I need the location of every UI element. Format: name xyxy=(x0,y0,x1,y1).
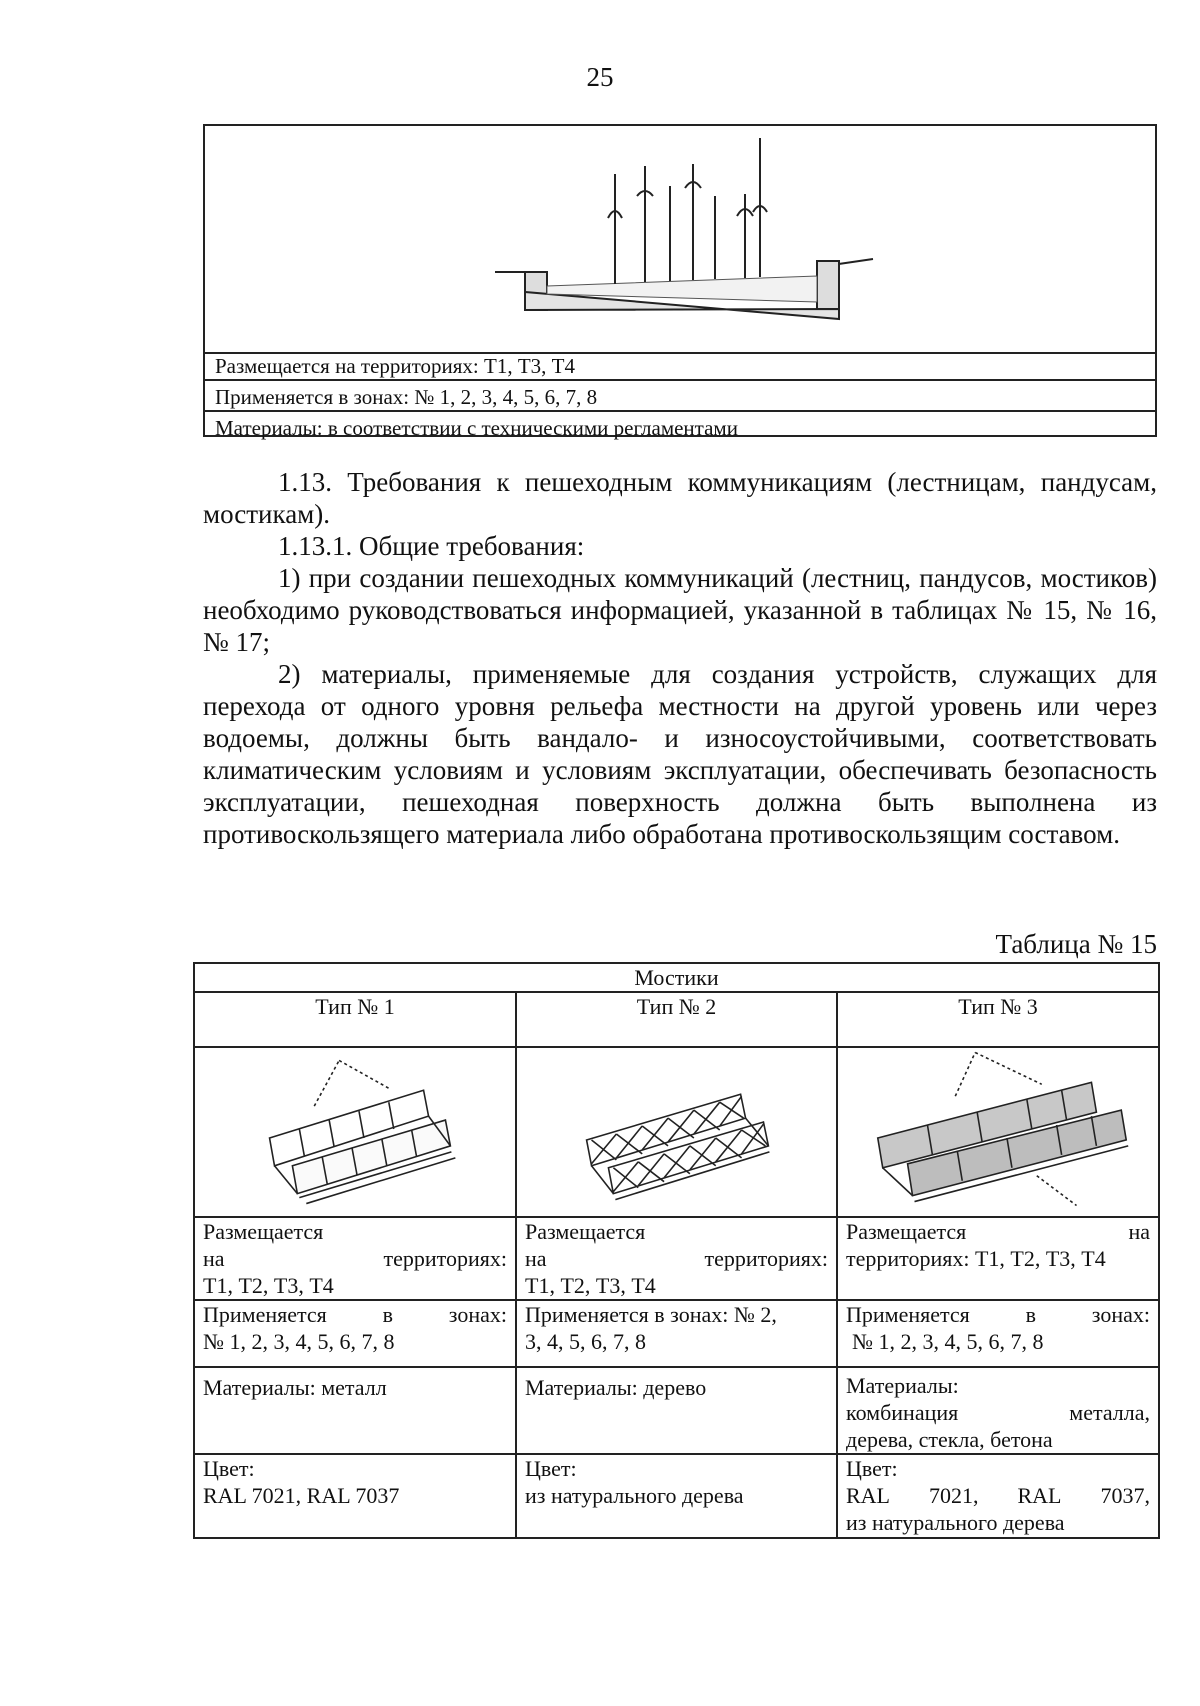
type-3-header: Тип № 3 xyxy=(837,992,1159,1047)
bridge-type-3-illustration xyxy=(838,1048,1158,1216)
type-1-color: Цвет: RAL 7021, RAL 7037 xyxy=(194,1454,516,1538)
type-2-color: Цвет: из натурального дерева xyxy=(516,1454,837,1538)
materials-row: Материалы: в соответствии с техническими регламентами xyxy=(215,416,738,440)
table-caption: Таблица № 15 xyxy=(995,929,1157,959)
type-2-zones: Применяется в зонах: № 2, 3, 4, 5, 6, 7, 8 xyxy=(516,1300,837,1367)
section-heading-line1: 1.13. Требования к пешеходным коммуникациям (лестницам, пандусам, xyxy=(278,467,1157,497)
planter-table xyxy=(203,124,1157,440)
type-3-materials: Материалы: комбинация металла, дерева, стекла, бетона xyxy=(837,1367,1159,1454)
type-1-image xyxy=(194,1047,516,1217)
type-1-placement: Размещается на территориях: Т1, Т2, Т3, Т4 xyxy=(194,1217,516,1300)
bridge-type-1-illustration xyxy=(195,1048,515,1216)
type-2-placement: Размещается на территориях: Т1, Т2, Т3, Т4 xyxy=(516,1217,837,1300)
section-heading-line2: мостикам). xyxy=(203,499,331,529)
type-2-image xyxy=(516,1047,837,1217)
type-3-placement: Размещается на территориях: Т1, Т2, Т3, Т4 xyxy=(837,1217,1159,1300)
requirement-item-2: 2) материалы, применяемые для создания устройств, служащих для перехода от одного уровня рельефа местности на другой уровень или через водоемы, должны быть вандало- и износоустойчивыми, соответствовать климатическим условиям и условиям эксплуатации, обеспечивать безопасность эксплуатации, пешеходная поверхность должна быть выполнена из противоскользящего материала либо обработана противоскользящим составом. xyxy=(203,659,1157,849)
type-3-image xyxy=(837,1047,1159,1217)
bridges-table xyxy=(193,962,1160,1539)
subsection-heading: 1.13.1. Общие требования: xyxy=(278,531,585,561)
type-1-header: Тип № 1 xyxy=(194,992,516,1047)
type-2-materials: Материалы: дерево xyxy=(516,1367,837,1454)
page-number: 25 xyxy=(586,62,614,92)
type-1-zones: Применяется в зонах: № 1, 2, 3, 4, 5, 6, 7, 8 xyxy=(194,1300,516,1367)
placement-row: Размещается на территориях: Т1, Т3, Т4 xyxy=(205,352,1155,381)
zones-row: Применяется в зонах: № 1, 2, 3, 4, 5, 6, 7, 8 xyxy=(205,383,1155,412)
bridge-type-2-illustration xyxy=(517,1048,836,1216)
section-text xyxy=(203,466,1157,850)
type-3-zones: Применяется в зонах: № 1, 2, 3, 4, 5, 6, 7, 8 xyxy=(837,1300,1159,1367)
type-1-materials: Материалы: металл xyxy=(194,1367,516,1454)
type-2-header: Тип № 2 xyxy=(516,992,837,1047)
type-3-color: Цвет: RAL 7021, RAL 7037, из натурального дерева xyxy=(837,1454,1159,1538)
planter-section-illustration xyxy=(205,126,1155,352)
table-title: Мостики xyxy=(194,963,1159,992)
requirement-item-1: 1) при создании пешеходных коммуникаций (лестниц, пандусов, мостиков) необходимо руководствоваться информацией, указанной в таблицах № 15, № 16, № 17; xyxy=(203,563,1157,657)
planter-drawing xyxy=(205,126,1155,354)
